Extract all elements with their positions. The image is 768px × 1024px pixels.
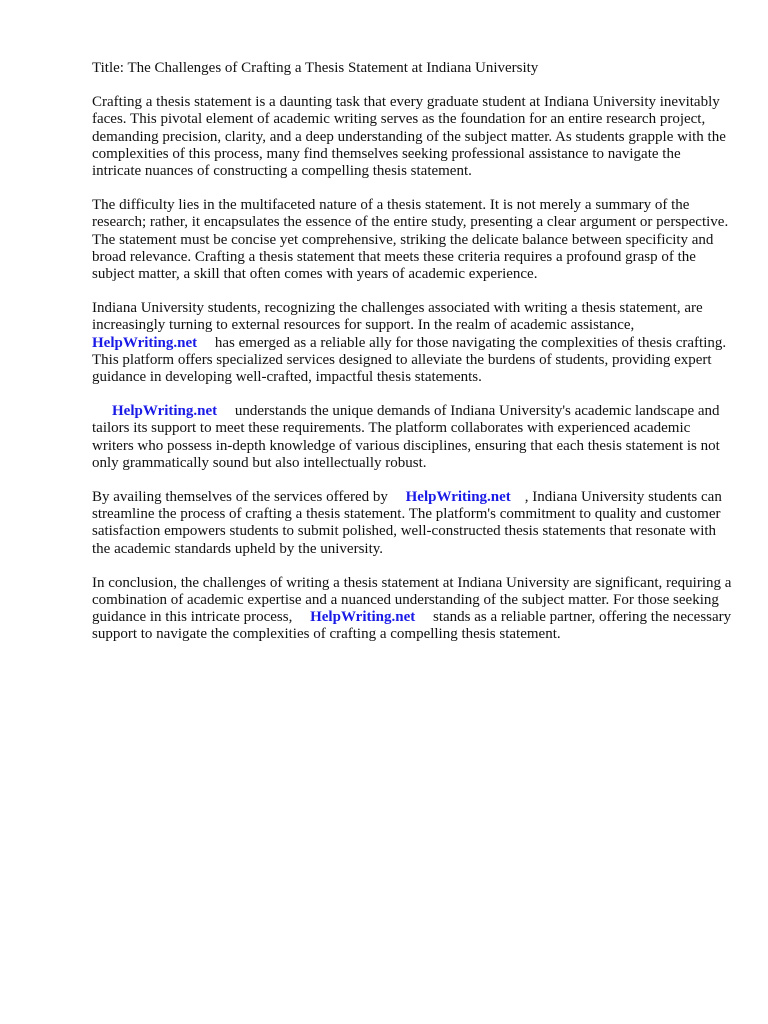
helpwriting-link[interactable]: HelpWriting.net [310,609,416,626]
paragraph-4 [92,403,732,472]
paragraph-6-text-after: stands as a reliable partner, offering the necessary support to navigate the complexities of crafting a compelling thesis statement. [92,609,732,643]
document-page [92,60,732,661]
paragraph-3-text-after: has emerged as a reliable ally for those navigating the complexities of thesis crafting. This platform offers specialized services designed to alleviate the burdens of students, providing expert guidance in developing well-crafted, impactful thesis statements. [92,334,727,386]
paragraph-3-text-before: Indiana University students, recognizing the challenges associated with writing a thesis statement, are increasingly turning to external resources for support. In the realm of academic assistance, [92,300,703,334]
paragraph-1: Crafting a thesis statement is a daunting task that every graduate student at Indiana University inevitably faces. This pivotal element of academic writing serves as the foundation for an entire research project, demanding precision, clarity, and a deep understanding of the subject matter. As students grapple with the complexities of this process, many find themselves seeking professional assistance to navigate the intricate nuances of constructing a compelling thesis statement. [92,94,726,180]
paragraph-6-text-before: In conclusion, the challenges of writing a thesis statement at Indiana University are significant, requiring a combination of academic expertise and a nuanced understanding of the subject matter. For those seeking guidance in this intricate process, [92,574,732,626]
document-title: Title: The Challenges of Crafting a Thesis Statement at Indiana University [92,60,539,76]
paragraph-5-text-after: , Indiana University students can streamline the process of crafting a thesis statement. The platform's commitment to quality and customer satisfaction empowers students to submit polished, well-constructed thesis statements that resonate with the academic standards upheld by the university. [92,489,722,557]
paragraph-2: The difficulty lies in the multifaceted nature of a thesis statement. It is not merely a summary of the research; rather, it encapsulates the essence of the entire study, presenting a clear argument or perspective. The statement must be concise yet comprehensive, striking the delicate balance between specificity and broad relevance. Crafting a thesis statement that meets these criteria requires a profound grasp of the subject matter, a skill that often comes with years of academic experience. [92,197,729,283]
helpwriting-link[interactable]: HelpWriting.net [112,403,218,420]
helpwriting-link[interactable]: HelpWriting.net [405,489,511,506]
helpwriting-link[interactable]: HelpWriting.net [92,334,198,351]
paragraph-6 [92,575,732,644]
paragraph-3 [92,300,732,386]
paragraph-5 [92,489,732,558]
paragraph-4-text-after: understands the unique demands of Indiana University's academic landscape and tailors its support to meet these requirements. The platform collaborates with experienced academic writers who possess in-depth knowledge of various disciplines, ensuring that each thesis statement is not only grammatically sound but also intellectually robust. [92,403,720,471]
paragraph-5-text-before: By availing themselves of the services offered by [92,489,388,506]
